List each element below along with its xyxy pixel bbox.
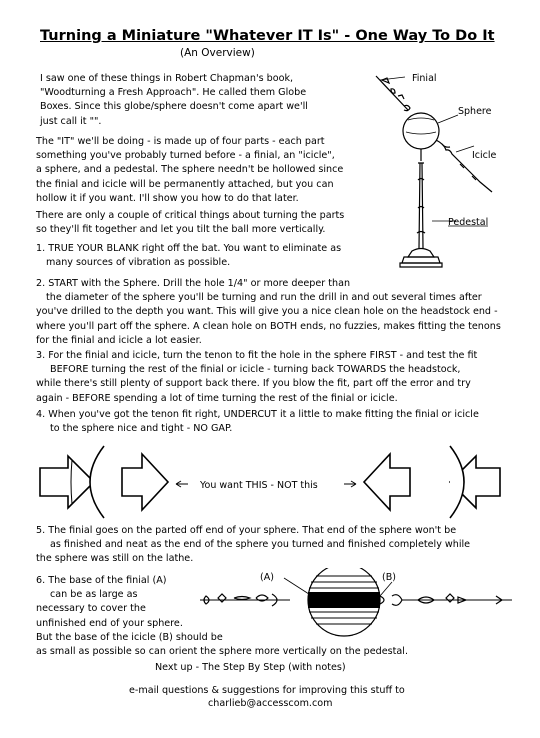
step-6-line: But the base of the icicle (B) should be (36, 631, 223, 643)
it-paragraph (36, 135, 343, 206)
label-b: (B) (382, 572, 396, 583)
finial-label: Finial (412, 73, 437, 84)
step-6-line: can be as large as (50, 589, 138, 601)
step-4-line: to the sphere nice and tight - NO GAP. (50, 423, 233, 435)
assembly-diagram (196, 568, 516, 638)
step-6-line: unfinished end of your sphere. (36, 617, 183, 629)
step-3-line: 3. For the finial and icicle, turn the tenon to fit the hole in the sphere FIRST - and test the fit (36, 350, 478, 361)
step-4-line: 4. When you've got the tenon fit right, UNDERCUT it a little to make fitting the finial or icicle (36, 409, 479, 420)
it-line: the finial and icicle will be permanently attached, but you can (36, 178, 334, 190)
email-address: charlieb@accesscom.com (208, 698, 333, 709)
bad-tenon-arrow-shape (364, 454, 410, 510)
step-2-line: for the finial and icicle a lot easier. (36, 334, 202, 346)
it-line: a sphere, and a pedestal. The sphere needn't be hollowed since (36, 164, 344, 176)
step-2-line: 2. START with the Sphere. Drill the hole 1/4" or more deeper than (36, 278, 351, 289)
tenon-fit-diagram (30, 440, 520, 520)
intro-paragraph (40, 72, 308, 129)
page-subtitle: (An Overview) (180, 47, 255, 59)
step-3-line: while there's still plenty of support back there. If you blow the fit, part off the error and try (36, 378, 471, 390)
step-6-line: necessary to cover the (36, 603, 146, 615)
tenon-caption: You want THIS - NOT this (200, 480, 318, 491)
it-line: The "IT" we'll be doing - is made up of four parts - each part (36, 136, 325, 147)
step-6-line: 6. The base of the finial (A) (36, 575, 167, 586)
page-title: Turning a Miniature "Whatever IT Is" - One Way To Do It (40, 28, 495, 44)
icicle-drawing (436, 140, 492, 192)
step-3-line: BEFORE turning the rest of the finial or icicle - turning back TOWARDS the headstock, (50, 364, 461, 376)
pedestal-label: Pedestal (448, 217, 489, 228)
assembly-core (308, 592, 380, 608)
critical-paragraph (36, 209, 344, 237)
step-1-line: 1. TRUE YOUR BLANK right off the bat. You want to eliminate as (36, 243, 342, 254)
step-1-line: many sources of vibration as possible. (46, 257, 231, 269)
it-line: hollow it if you want. I'll show you how to do that later. (36, 192, 299, 204)
icicle-label: Icicle (472, 150, 497, 161)
sphere-label: Sphere (458, 106, 492, 117)
intro-line: "Woodturning a Fresh Approach". He called them Globe (40, 87, 307, 99)
next-up-note: Next up - The Step By Step (with notes) (155, 662, 346, 673)
critical-line: There are only a couple of critical things about turning the parts (36, 210, 345, 221)
step-2-line: the diameter of the sphere you'll be turning and run the drill in and out several times after (46, 292, 482, 304)
step-2-line: where you'll part off the sphere. A clean hole on BOTH ends, no fuzzies, makes fitting the tenons (36, 320, 501, 332)
step-5-line: the sphere was still on the lathe. (36, 553, 194, 565)
step-2-line: you've drilled to the depth you want. This will give you a nice clean hole on the headstock end - (36, 306, 498, 318)
it-line: something you've probably turned before - a finial, an "icicle", (36, 150, 335, 162)
label-a: (A) (260, 572, 274, 583)
tenon-arrow-shape (122, 454, 168, 510)
step-2 (36, 277, 501, 348)
globe-box-illustration (360, 68, 520, 280)
step-5 (36, 524, 470, 567)
step-3 (36, 349, 477, 406)
intro-line: I saw one of these things in Robert Chapman's book, (40, 73, 294, 84)
intro-line: just call it "". (40, 115, 102, 127)
step-5-line: as finished and neat as the end of the sphere you turned and finished completely while (50, 539, 471, 551)
step-6-line: as small as possible so can orient the sphere more vertically on the pedestal. (36, 646, 409, 658)
pedestal-drawing (418, 149, 424, 248)
critical-line: so they'll fit together and let you tilt the ball more vertically. (36, 224, 326, 236)
step-4 (36, 408, 479, 436)
step-3-line: again - BEFORE spending a lot of time turning the rest of the finial or icicle. (36, 392, 398, 404)
step-5-line: 5. The finial goes on the parted off end of your sphere. That end of the sphere won't be (36, 525, 457, 536)
email-note: e-mail questions & suggestions for improving this stuff to (129, 685, 405, 696)
good-tenon-shape (40, 456, 94, 508)
step-1 (36, 242, 341, 270)
intro-line: Boxes. Since this globe/sphere doesn't come apart we'll (40, 101, 308, 113)
